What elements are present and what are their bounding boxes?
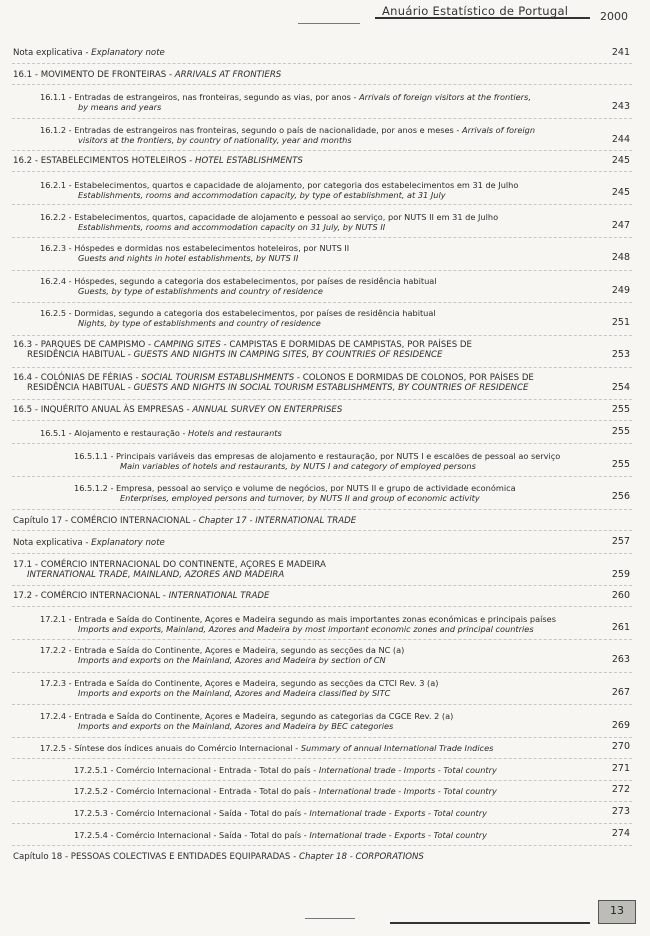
toc-page: 245 bbox=[611, 155, 630, 166]
toc-page: 257 bbox=[611, 536, 630, 547]
toc-page: 248 bbox=[611, 252, 630, 263]
toc-page: 251 bbox=[611, 317, 630, 328]
toc-section[interactable]: 16.4 - COLÓNIAS DE FÉRIAS - SOCIAL TOURISM ESTABLISHMENTS - COLONOS E DORMIDAS DE COLONOS, POR PAÍSES DE RESIDÊNCIA HABITUAL - GUESTS AND NIGHTS IN SOCIAL TOURISM ESTABLISHMENTS, BY COUNTRIES OF RESIDENCE bbox=[13, 373, 534, 393]
toc-entry[interactable]: 17.2.2 - Entrada e Saída do Continente, Açores e Madeira, segundo as secções da NC (a) Imports and exports on the Mainland, Azores and Madeira by section of CN bbox=[40, 645, 405, 665]
toc-entry[interactable]: 16.5.1 - Alojamento e restauração - Hotels and restaurants bbox=[40, 428, 282, 438]
divider bbox=[12, 704, 632, 705]
toc-entry[interactable]: 16.2.1 - Estabelecimentos, quartos e capacidade de alojamento, por categoria dos estabelecimentos em 31 de Julho Establishments, rooms and accommodation capacity, by type of establishment, at 31 July bbox=[40, 180, 519, 200]
divider bbox=[12, 367, 632, 368]
toc-section[interactable]: 16.1 - MOVIMENTO DE FRONTEIRAS - ARRIVALS AT FRONTIERS bbox=[13, 70, 282, 80]
divider bbox=[12, 270, 632, 271]
divider bbox=[12, 84, 632, 85]
toc-entry[interactable]: 16.2.2 - Estabelecimentos, quartos, capacidade de alojamento e pessoal ao serviço, por NUTS II em 31 de Julho Establishments, rooms and accommodation capacity on 31 July, by NUTS II bbox=[40, 212, 499, 232]
toc-entry[interactable]: 16.2.3 - Hóspedes e dormidas nos estabelecimentos hoteleiros, por NUTS II Guests and nights in hotel establishments, by NUTS II bbox=[40, 243, 350, 263]
toc-page: 272 bbox=[611, 784, 630, 795]
page-number: 13 bbox=[610, 904, 624, 917]
toc-entry[interactable]: 17.2.5.1 - Comércio Internacional - Entrada - Total do país - International trade - Imports - Total country bbox=[74, 765, 497, 775]
toc-page: 261 bbox=[611, 622, 630, 633]
toc-section[interactable]: 16.3 - PARQUES DE CAMPISMO - CAMPING SITES - CAMPISTAS E DORMIDAS DE CAMPISTAS, POR PAÍSES DE RESIDÊNCIA HABITUAL - GUESTS AND NIGHTS IN CAMPING SITES, BY COUNTRIES OF RESIDENCE bbox=[13, 340, 472, 360]
divider bbox=[12, 302, 632, 303]
toc-entry[interactable]: 17.2.5.3 - Comércio Internacional - Saída - Total do país - International trade - Exports - Total country bbox=[74, 808, 487, 818]
page-number-box bbox=[598, 900, 636, 924]
toc-page: 255 bbox=[611, 426, 630, 437]
divider bbox=[12, 758, 632, 759]
toc-entry[interactable]: 16.1.1 - Entradas de estrangeiros, nas fronteiras, segundo as vias, por anos - Arrivals of foreign visitors at the frontiers, by means and years bbox=[40, 92, 531, 112]
divider bbox=[12, 553, 632, 554]
divider bbox=[12, 150, 632, 151]
footer-rule bbox=[390, 922, 590, 924]
toc-entry[interactable]: 17.2.3 - Entrada e Saída do Continente, Açores e Madeira, segundo as secções da CTCI Rev. 3 (a) Imports and exports on the Mainland, Azores and Madeira classified by SITC bbox=[40, 678, 439, 698]
divider bbox=[12, 204, 632, 205]
header-year: 2000 bbox=[600, 10, 628, 23]
toc-chapter[interactable]: Capítulo 18 - PESSOAS COLECTIVAS E ENTIDADES EQUIPARADAS - Chapter 18 - CORPORATIONS bbox=[13, 852, 424, 862]
toc-entry[interactable]: 17.2.1 - Entrada e Saída do Continente, Açores e Madeira segundo as mais importantes zonas económicas e principais países Imports and exports, Mainland, Azores and Madeira by most important economic zones and principal countries bbox=[40, 614, 556, 634]
divider bbox=[12, 476, 632, 477]
toc-entry[interactable]: Nota explicativa - Explanatory note bbox=[13, 538, 165, 548]
divider bbox=[12, 845, 632, 846]
divider bbox=[12, 335, 632, 336]
toc-entry[interactable]: 16.2.5 - Dormidas, segundo a categoria dos estabelecimentos, por países de residência habitual Nights, by type of establishments and country of residence bbox=[40, 308, 436, 328]
toc-entry[interactable]: 17.2.4 - Entrada e Saída do Continente, Açores e Madeira, segundo as categorias da CGCE Rev. 2 (a) Imports and exports on the Mainland, Azores and Madeira by BEC categories bbox=[40, 711, 454, 731]
toc-page: 269 bbox=[611, 720, 630, 731]
toc-section[interactable]: 17.2 - COMÉRCIO INTERNACIONAL - INTERNATIONAL TRADE bbox=[13, 591, 270, 601]
divider bbox=[12, 420, 632, 421]
toc-entry[interactable]: 16.1.2 - Entradas de estrangeiros nas fronteiras, segundo o país de nacionalidade, por anos e meses - Arrivals of foreign visitors at the frontiers, by country of nationality, year and months bbox=[40, 125, 536, 145]
divider bbox=[12, 823, 632, 824]
divider bbox=[12, 509, 632, 510]
toc-page: 245 bbox=[611, 187, 630, 198]
toc-page: 249 bbox=[611, 285, 630, 296]
divider bbox=[12, 530, 632, 531]
toc-page: 256 bbox=[611, 491, 630, 502]
header-rule-short bbox=[298, 23, 360, 24]
toc-entry[interactable]: 17.2.5 - Síntese dos índices anuais do Comércio Internacional - Summary of annual International Trade Indices bbox=[40, 743, 494, 753]
toc-entry[interactable]: 16.5.1.1 - Principais variáveis das empresas de alojamento e restauração, por NUTS I e escalões de pessoal ao serviço Main variables of hotels and restaurants, by NUTS I and category of employed persons bbox=[74, 451, 561, 471]
toc-page: 247 bbox=[611, 220, 630, 231]
toc-page: 273 bbox=[611, 806, 630, 817]
toc-section[interactable]: 16.5 - INQUÉRITO ANUAL ÀS EMPRESAS - ANNUAL SURVEY ON ENTERPRISES bbox=[13, 405, 343, 415]
toc-page: 254 bbox=[611, 382, 630, 393]
toc-page: 263 bbox=[611, 654, 630, 665]
toc-page: 270 bbox=[611, 741, 630, 752]
header-title: Anuário Estatístico de Portugal bbox=[382, 4, 569, 18]
divider bbox=[12, 672, 632, 673]
toc-chapter[interactable]: Capítulo 17 - COMÉRCIO INTERNACIONAL - Chapter 17 - INTERNATIONAL TRADE bbox=[13, 516, 357, 526]
toc-entry[interactable]: 17.2.5.2 - Comércio Internacional - Entrada - Total do país - International trade - Imports - Total country bbox=[74, 786, 497, 796]
divider bbox=[12, 118, 632, 119]
divider bbox=[12, 399, 632, 400]
divider bbox=[12, 443, 632, 444]
divider bbox=[12, 171, 632, 172]
toc-section[interactable]: 16.2 - ESTABELECIMENTOS HOTELEIROS - HOTEL ESTABLISHMENTS bbox=[13, 156, 303, 166]
toc-page: 267 bbox=[611, 687, 630, 698]
toc-page: 255 bbox=[611, 404, 630, 415]
toc-page: 271 bbox=[611, 763, 630, 774]
toc-entry[interactable]: 16.5.1.2 - Empresa, pessoal ao serviço e volume de negócios, por NUTS II e grupo de actividade económica Enterprises, employed persons and turnover, by NUTS II and group of economic activity bbox=[74, 483, 516, 503]
divider bbox=[12, 737, 632, 738]
toc-entry[interactable]: 17.2.5.4 - Comércio Internacional - Saída - Total do país - International trade - Exports - Total country bbox=[74, 830, 487, 840]
toc-page: 243 bbox=[611, 101, 630, 112]
divider bbox=[12, 780, 632, 781]
toc-page: 241 bbox=[611, 47, 630, 58]
divider bbox=[12, 639, 632, 640]
toc-page: 259 bbox=[611, 569, 630, 580]
toc-page: 260 bbox=[611, 590, 630, 601]
divider bbox=[12, 237, 632, 238]
toc-page: 253 bbox=[611, 349, 630, 360]
toc-page: 274 bbox=[611, 828, 630, 839]
toc-page: 255 bbox=[611, 459, 630, 470]
divider bbox=[12, 606, 632, 607]
toc-entry[interactable]: 16.2.4 - Hóspedes, segundo a categoria dos estabelecimentos, por países de residência habitual Guests, by type of establishments and country of residence bbox=[40, 276, 437, 296]
footer-rule-short bbox=[305, 918, 355, 919]
toc-entry[interactable]: Nota explicativa - Explanatory note bbox=[13, 48, 165, 58]
toc-page: 244 bbox=[611, 134, 630, 145]
divider bbox=[12, 63, 632, 64]
toc-section[interactable]: 17.1 - COMÉRCIO INTERNACIONAL DO CONTINENTE, AÇORES E MADEIRA INTERNATIONAL TRADE, MAINLAND, AZORES AND MADEIRA bbox=[13, 560, 326, 580]
divider bbox=[12, 801, 632, 802]
divider bbox=[12, 585, 632, 586]
